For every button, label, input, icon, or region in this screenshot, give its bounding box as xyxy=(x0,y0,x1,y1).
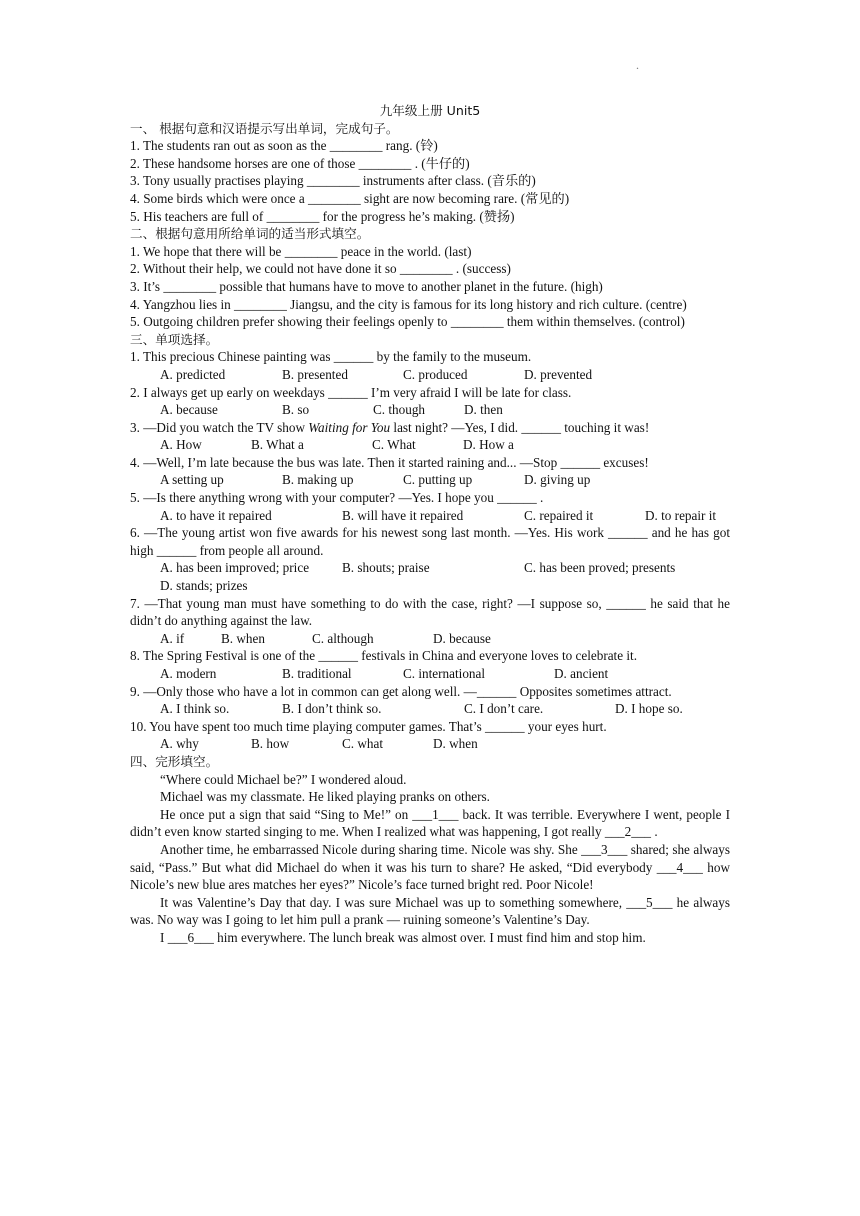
option: A. modern xyxy=(160,666,217,681)
mc-option-6d: D. stands; prizes xyxy=(160,578,248,594)
mc-options-4 xyxy=(130,471,730,489)
cloze-paragraph-1: “Where could Michael be?” I wondered aloud. xyxy=(160,771,407,787)
mc-question-5: 5. —Is there anything wrong with your computer? —Yes. I hope you ______ . xyxy=(130,490,544,506)
mc-options-8 xyxy=(130,665,730,683)
sec2-item-4: 4. Yangzhou lies in ________ Jiangsu, and the city is famous for its long history and rich culture. (centre) xyxy=(130,296,687,312)
cloze-paragraph-5: It was Valentine’s Day that day. I was sure Michael was up to something somewhere, ___5___ he always was. No way was I going to let him pull a prank — ruining someone’s Valentine’s Day. xyxy=(130,894,730,928)
option: B. how xyxy=(251,736,290,752)
option: D. How a xyxy=(463,437,514,453)
option: C. though xyxy=(373,402,426,418)
sec2-item-3: 3. It’s ________ possible that humans have to move to another planet in the future. (high) xyxy=(130,278,603,294)
option: A. I think so. xyxy=(160,701,230,717)
cloze-paragraph-4: Another time, he embarrassed Nicole during sharing time. Nicole was shy. She ___3___ shared; she always said, “Pass.” But what did Michael do when it was his turn to share? He asked, “Did everybody ___4___ how Nicole’s new blue ares matches her eyes?” Nicole’s face turned bright red. Poor Nicole! xyxy=(130,841,730,893)
mc-question-2: 2. I always get up early on weekdays ______ I’m very afraid I will be late for class. xyxy=(130,384,572,400)
option: A. to have it repaired xyxy=(160,507,272,523)
option: A. predicted xyxy=(160,366,226,382)
option: C. has been proved; presents xyxy=(524,560,676,576)
section-1-heading: 一、 根据句意和汉语提示写出单词，完成句子。 xyxy=(130,120,399,136)
mc-question-7: 7. —That young man must have something to do with the case, right? —I suppose so, ______ he said that he didn’t do anything against the law. xyxy=(130,595,730,629)
cloze-paragraph-3: He once put a sign that said “Sing to Me!” on ___1___ back. It was terrible. Everywhere I went, people I didn’t even know started singing to me. When I realized what was happening, I got really ___2___ . xyxy=(130,806,730,840)
cloze-paragraph-6: I ___6___ him everywhere. The lunch break was almost over. I must find him and stop him. xyxy=(160,929,646,945)
header-dot: . xyxy=(636,58,639,72)
mc-question-4: 4. —Well, I’m late because the bus was late. Then it started raining and... —Stop ______ excuses! xyxy=(130,454,649,470)
option: B. traditional xyxy=(282,666,352,681)
option: B. shouts; praise xyxy=(342,560,430,576)
option: D. giving up xyxy=(524,472,591,488)
option: C. putting up xyxy=(403,472,473,488)
option: B. when xyxy=(221,630,265,646)
option: A setting up xyxy=(160,472,224,488)
mc-question-10: 10. You have spent too much time playing computer games. That’s ______ your eyes hurt. xyxy=(130,718,607,734)
mc-options-5 xyxy=(130,507,730,525)
option: C. I don’t care. xyxy=(464,701,544,717)
option: A. why xyxy=(160,736,199,752)
option: A. How xyxy=(160,437,202,453)
mc-options-10 xyxy=(130,735,730,753)
option: A. if xyxy=(160,630,185,646)
mc-options-1 xyxy=(130,366,730,384)
mc-question-6: 6. —The young artist won five awards for his newest song last month. —Yes. His work ______ and he has got high ______ from people all around. xyxy=(130,525,730,558)
sec1-item-1: 1. The students ran out as soon as the ________ rang. (铃) xyxy=(130,138,438,154)
worksheet xyxy=(130,102,730,947)
sec2-item-1: 1. We hope that there will be ________ peace in the world. (last) xyxy=(130,243,472,259)
section-2-heading: 二、根据句意用所给单词的适当形式填空。 xyxy=(130,226,370,242)
option: B. so xyxy=(282,402,310,418)
page-title: 九年级上册 Unit5 xyxy=(379,103,481,118)
sec1-item-4: 4. Some birds which were once a ________ sight are now becoming rare. (常见的) xyxy=(130,190,570,206)
mc-question-8: 8. The Spring Festival is one of the ______ festivals in China and everyone loves to celebrate it. xyxy=(130,648,637,664)
option: C. although xyxy=(312,630,374,646)
option: D. to repair it xyxy=(645,507,717,523)
option: B. will have it repaired xyxy=(342,507,464,523)
cloze-paragraph-2: Michael was my classmate. He liked playing pranks on others. xyxy=(160,789,490,805)
mc-options-9 xyxy=(130,700,730,718)
sec1-item-3: 3. Tony usually practises playing ________ instruments after class. (音乐的) xyxy=(130,173,536,189)
option: C. what xyxy=(342,736,384,752)
sec1-item-2: 2. These handsome horses are one of those ________ . (牛仔的) xyxy=(130,155,470,171)
option: D. when xyxy=(433,736,478,752)
section-4-heading: 四、完形填空。 xyxy=(130,753,219,769)
option: C. repaired it xyxy=(524,507,594,523)
option: A. because xyxy=(160,402,218,418)
mc-question-3 xyxy=(130,419,730,437)
mc-options-2 xyxy=(130,401,730,419)
sec1-item-5: 5. His teachers are full of ________ for the progress he’s making. (赞扬) xyxy=(130,208,515,224)
option: D. prevented xyxy=(524,366,593,382)
option: B. What a xyxy=(251,437,304,453)
sec2-item-5: 5. Outgoing children prefer showing their feelings openly to ________ them within themselves. (control) xyxy=(130,314,685,330)
mc-options-6 xyxy=(130,559,730,577)
mc-question-9: 9. —Only those who have a lot in common can get along well. —______ Opposites sometimes attract. xyxy=(130,683,672,699)
option: D. then xyxy=(464,402,503,418)
sec2-item-2: 2. Without their help, we could not have done it so ________ . (success) xyxy=(130,261,511,277)
option: B. making up xyxy=(282,472,354,488)
option: B. presented xyxy=(282,366,348,382)
question-text: last night? —Yes, I did. ______ touching it was! xyxy=(390,419,650,435)
option: C. international xyxy=(403,666,486,681)
option: D. I hope so. xyxy=(615,701,683,717)
show-title: Waiting for You xyxy=(308,419,391,435)
option: B. I don’t think so. xyxy=(282,701,382,717)
option: C. produced xyxy=(403,366,468,382)
mc-options-7 xyxy=(130,630,730,648)
option: C. What xyxy=(372,437,416,453)
option: D. ancient xyxy=(554,666,609,681)
mc-question-1: 1. This precious Chinese painting was ______ by the family to the museum. xyxy=(130,349,532,365)
mc-options-3 xyxy=(130,436,730,454)
section-3-heading: 三、单项选择。 xyxy=(130,331,219,347)
question-text: 3. —Did you watch the TV show xyxy=(130,419,309,435)
option: D. because xyxy=(433,630,491,646)
option: A. has been improved; price xyxy=(160,560,310,576)
